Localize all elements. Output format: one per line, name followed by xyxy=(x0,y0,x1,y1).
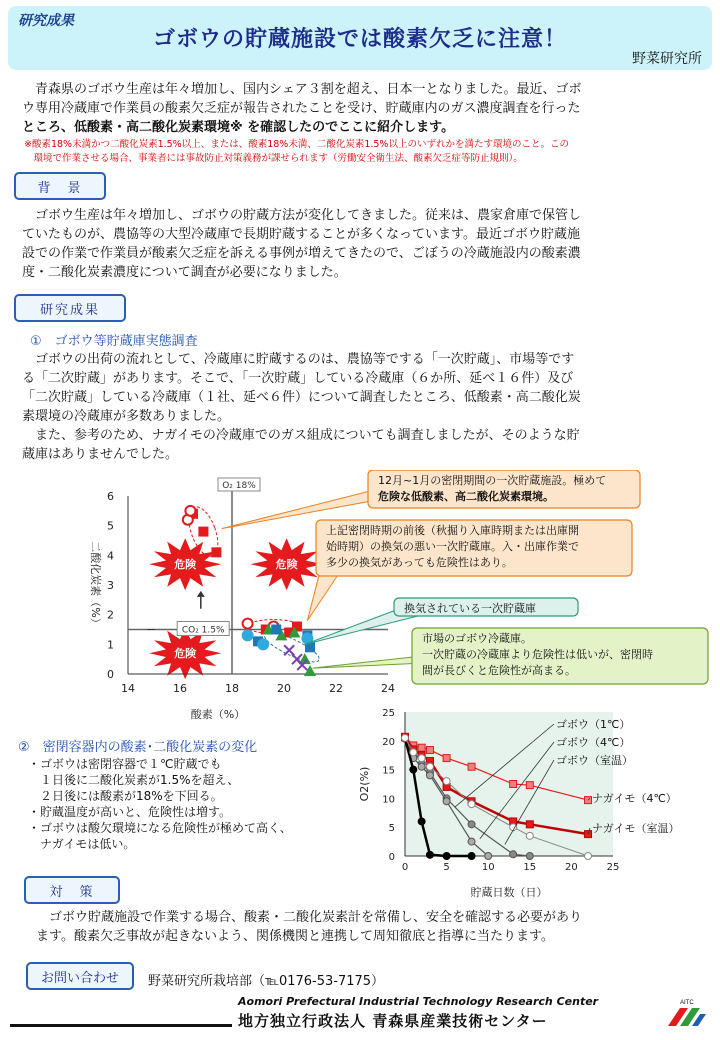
data-point xyxy=(485,853,492,860)
series-label: ナガイモ（室温） xyxy=(592,822,680,835)
x-axis-title: 貯蔵日数（日） xyxy=(470,886,548,899)
section-heading-background: 背 景 xyxy=(14,172,106,200)
aitc-logo-icon xyxy=(666,996,710,1028)
organization-name: 野菜研究所 xyxy=(632,51,702,67)
data-point xyxy=(426,851,433,858)
data-point xyxy=(468,853,475,860)
x-tick-label: 22 xyxy=(329,682,343,695)
data-point xyxy=(510,781,517,788)
co2-threshold-label: CO₂ 1.5% xyxy=(181,625,225,636)
bullet-item: ナガイモは低い。 xyxy=(28,837,136,851)
y-tick-label: 1 xyxy=(107,638,114,652)
data-point xyxy=(526,853,533,860)
data-point xyxy=(526,821,533,828)
data-point xyxy=(211,547,221,557)
callout-text: 12月~1月の密閉期間の一次貯蔵施設。極めて xyxy=(378,474,607,487)
x-tick-label: 25 xyxy=(606,862,620,873)
data-point xyxy=(418,744,425,751)
measures-line: ゴボウ貯蔵施設で作業する場合、酸素・二酸化炭素計を常備し、安全を確認する必要があり xyxy=(36,910,583,925)
y-tick-label: 6 xyxy=(107,490,114,503)
y-tick-label: 20 xyxy=(382,736,395,748)
intro-line: ウ専用冷蔵庫で作業員の酸素欠乏症が報告されたことを受け、貯蔵庫内のガス濃度調査を行った xyxy=(22,101,581,116)
o2-threshold-label: O₂ 18% xyxy=(222,481,256,491)
y-axis-title: O2(%) xyxy=(358,766,371,802)
callout-text: 危険な低酸素、高二酸化炭素環境。 xyxy=(378,490,554,503)
y-tick-label: 10 xyxy=(382,794,395,806)
data-point xyxy=(410,766,417,773)
data-point xyxy=(443,755,450,762)
bullet-item: ・ゴボウは酸欠環境になる危険性が極めて高く、 xyxy=(28,821,292,835)
callout-text: 多少の換気があっても危険性はあり。 xyxy=(326,556,513,569)
results-line: 蔵庫はありませんでした。 xyxy=(22,447,179,462)
y-tick-label: 15 xyxy=(382,765,395,777)
x-tick-label: 20 xyxy=(277,682,291,695)
y-tick-label: 25 xyxy=(382,708,395,719)
background-paragraph xyxy=(22,206,712,282)
callout-text: 始時期）の換気の悪い一次貯蔵庫。入・出庫作業で xyxy=(326,540,579,553)
results-line: 素環境の冷蔵庫が多数ありました。 xyxy=(22,409,231,424)
arrow-up-head xyxy=(197,591,205,597)
data-point xyxy=(443,778,450,785)
results-line: 「二次貯蔵」している冷蔵庫（１社、延べ６件）について調査したところ、低酸素・高二酸化炭 xyxy=(22,390,581,405)
section-heading-results: 研究成果 xyxy=(14,294,126,322)
section-heading-measures: 対 策 xyxy=(24,876,120,904)
callout-text: 上記密閉時期の前後（秋掘り入庫時期または出庫開 xyxy=(326,524,579,537)
subheading-survey: ① ゴボウ等貯蔵庫実態調査 xyxy=(30,334,198,349)
footer-rule xyxy=(10,1024,232,1027)
data-point xyxy=(526,782,533,789)
footnote xyxy=(24,138,714,166)
x-tick-label: 20 xyxy=(565,862,578,873)
y-axis-title: 二酸化炭素（%） xyxy=(89,541,102,629)
data-point xyxy=(418,755,425,762)
page-title: ゴボウの貯蔵施設では酸素欠乏に注意！ xyxy=(152,27,567,52)
data-point xyxy=(418,818,425,825)
y-tick-label: 0 xyxy=(388,852,395,863)
x-tick-label: 14 xyxy=(121,682,135,695)
intro-paragraph xyxy=(22,80,712,137)
series-label: ナガイモ（4℃） xyxy=(592,792,677,805)
y-tick-label: 4 xyxy=(107,549,114,563)
bullet-item: ２日後には酸素が18%を下回る。 xyxy=(28,789,223,803)
data-point xyxy=(271,625,281,635)
danger-label: 危険 xyxy=(174,647,197,661)
intro-line: 青森県のゴボウ生産は年々増加し、国内シェア３割を超え、日本一となりました。最近、ゴボ xyxy=(22,82,582,97)
intro-line: ところ、低酸素・高二酸化炭素環境※ を確認したのでここに紹介します。 xyxy=(22,120,455,135)
contact-text: 野菜研究所栽培部（℡0176-53-7175） xyxy=(148,974,385,989)
results-paragraph xyxy=(22,350,712,464)
measures-line: ます。酸素欠乏事故が起きないよう、関係機関と連携して周知徹底と指導に当たります。 xyxy=(36,929,554,944)
callout-text: 一次貯蔵の冷蔵庫より危険性は低いが、密閉時 xyxy=(422,648,653,661)
background-line: ていたものが、農協等の大型冷蔵庫で長期貯蔵することが多くなっています。最近ゴボウ貯蔵施 xyxy=(22,227,580,242)
bullet-item: ・貯蔵温度が高いと、危険性は増す。 xyxy=(28,805,232,819)
data-point xyxy=(426,772,433,779)
series-label: ゴボウ（4℃） xyxy=(556,736,631,749)
footnote-line: ※酸素18%未満かつ二酸化炭素1.5%以上、または、酸素18%未満、二酸化炭素1.5%以上のいずれかを満たす環境のこと。この xyxy=(24,139,569,150)
series-label: ゴボウ（1℃） xyxy=(556,718,631,731)
footer-org-japanese: 地方独立行政法人 青森県産業技術センター xyxy=(238,1012,548,1030)
results-line: また、参考のため、ナガイモの冷蔵庫でのガス組成についても調査しましたが、そのような貯 xyxy=(22,428,580,443)
x-tick-label: 0 xyxy=(401,862,409,873)
data-point xyxy=(243,619,253,629)
data-point xyxy=(510,851,517,858)
x-tick-label: 10 xyxy=(481,862,495,873)
data-point xyxy=(468,763,475,770)
callout-text: 間が長びくと危険性が高まる。 xyxy=(422,664,576,677)
y-tick-label: 5 xyxy=(388,823,395,835)
data-point xyxy=(585,853,592,860)
data-point xyxy=(468,801,475,808)
data-point xyxy=(526,832,533,839)
data-point xyxy=(468,838,475,845)
line-chart xyxy=(348,704,718,914)
danger-label: 危険 xyxy=(275,558,298,572)
subheading-sealed: ② 密閉容器内の酸素･二酸化炭素の変化 xyxy=(18,740,258,755)
data-point xyxy=(402,734,409,741)
callout-text: 市場のゴボウ冷蔵庫。 xyxy=(422,632,532,645)
footer-org-english: Aomori Prefectural Industrial Technology Research Center xyxy=(238,995,599,1008)
bullet-item: ・ゴボウは密閉容器で１℃貯蔵でも xyxy=(28,757,222,771)
section-heading-contact: お問い合わせ xyxy=(26,962,134,990)
danger-label: 危険 xyxy=(174,558,197,572)
data-point xyxy=(426,763,433,770)
bullet-item: １日後に二酸化炭素が1.5%を超え、 xyxy=(28,773,240,787)
series-label: ゴボウ（室温） xyxy=(556,754,633,767)
x-tick-label: 15 xyxy=(523,862,537,873)
x-tick-label: 5 xyxy=(443,862,450,873)
data-point xyxy=(585,797,592,804)
results-line: る「二次貯蔵」があります。そこで、「一次貯蔵」している冷蔵庫（６か所、延べ１６件）及び xyxy=(22,371,574,386)
data-point xyxy=(304,665,316,676)
background-line: 設での作業で作業員が酸素欠乏症を訴える事例が増えてきたので、ごぼうの冷蔵施設内の酸素濃 xyxy=(22,246,581,261)
data-point xyxy=(468,821,475,828)
data-point xyxy=(426,747,433,754)
background-line: ゴボウ生産は年々増加し、ゴボウの貯蔵方法が変化してきました。従来は、農家倉庫で保管し xyxy=(22,208,582,223)
y-tick-label: 3 xyxy=(107,579,114,592)
data-point xyxy=(443,798,450,805)
data-point xyxy=(258,639,268,649)
y-tick-label: 5 xyxy=(107,519,114,533)
footnote-line: 環境で作業させる場合、事業者には事故防止対策義務が課せられます（労働安全衛生法、酸素欠乏症等防止規則）。 xyxy=(24,153,523,164)
category-tag: 研究成果 xyxy=(18,13,74,29)
background-line: 度・二酸化炭素濃度について調査が必要になりました。 xyxy=(22,265,347,280)
data-point xyxy=(585,831,592,838)
x-axis-title: 酸素（%） xyxy=(190,708,246,721)
measures-paragraph xyxy=(36,908,716,946)
callout-text: 換気されている一次貯蔵庫 xyxy=(404,602,536,615)
data-point xyxy=(418,763,425,770)
data-point xyxy=(443,853,450,860)
results-line: ゴボウの出荷の流れとして、冷蔵庫に貯蔵するのは、農協等でする「一次貯蔵」、市場等です xyxy=(22,352,575,367)
scatter-chart xyxy=(80,470,720,725)
x-tick-label: 16 xyxy=(173,682,187,695)
logo-text: AITC xyxy=(680,1000,694,1006)
y-tick-label: 2 xyxy=(107,608,114,622)
bullet-list xyxy=(28,756,368,852)
data-point xyxy=(243,630,253,640)
y-tick-label: 0 xyxy=(107,668,114,681)
data-point xyxy=(198,527,208,537)
data-point xyxy=(410,749,417,756)
x-tick-label: 24 xyxy=(381,682,395,695)
x-tick-label: 18 xyxy=(225,682,239,695)
data-point xyxy=(185,506,195,516)
